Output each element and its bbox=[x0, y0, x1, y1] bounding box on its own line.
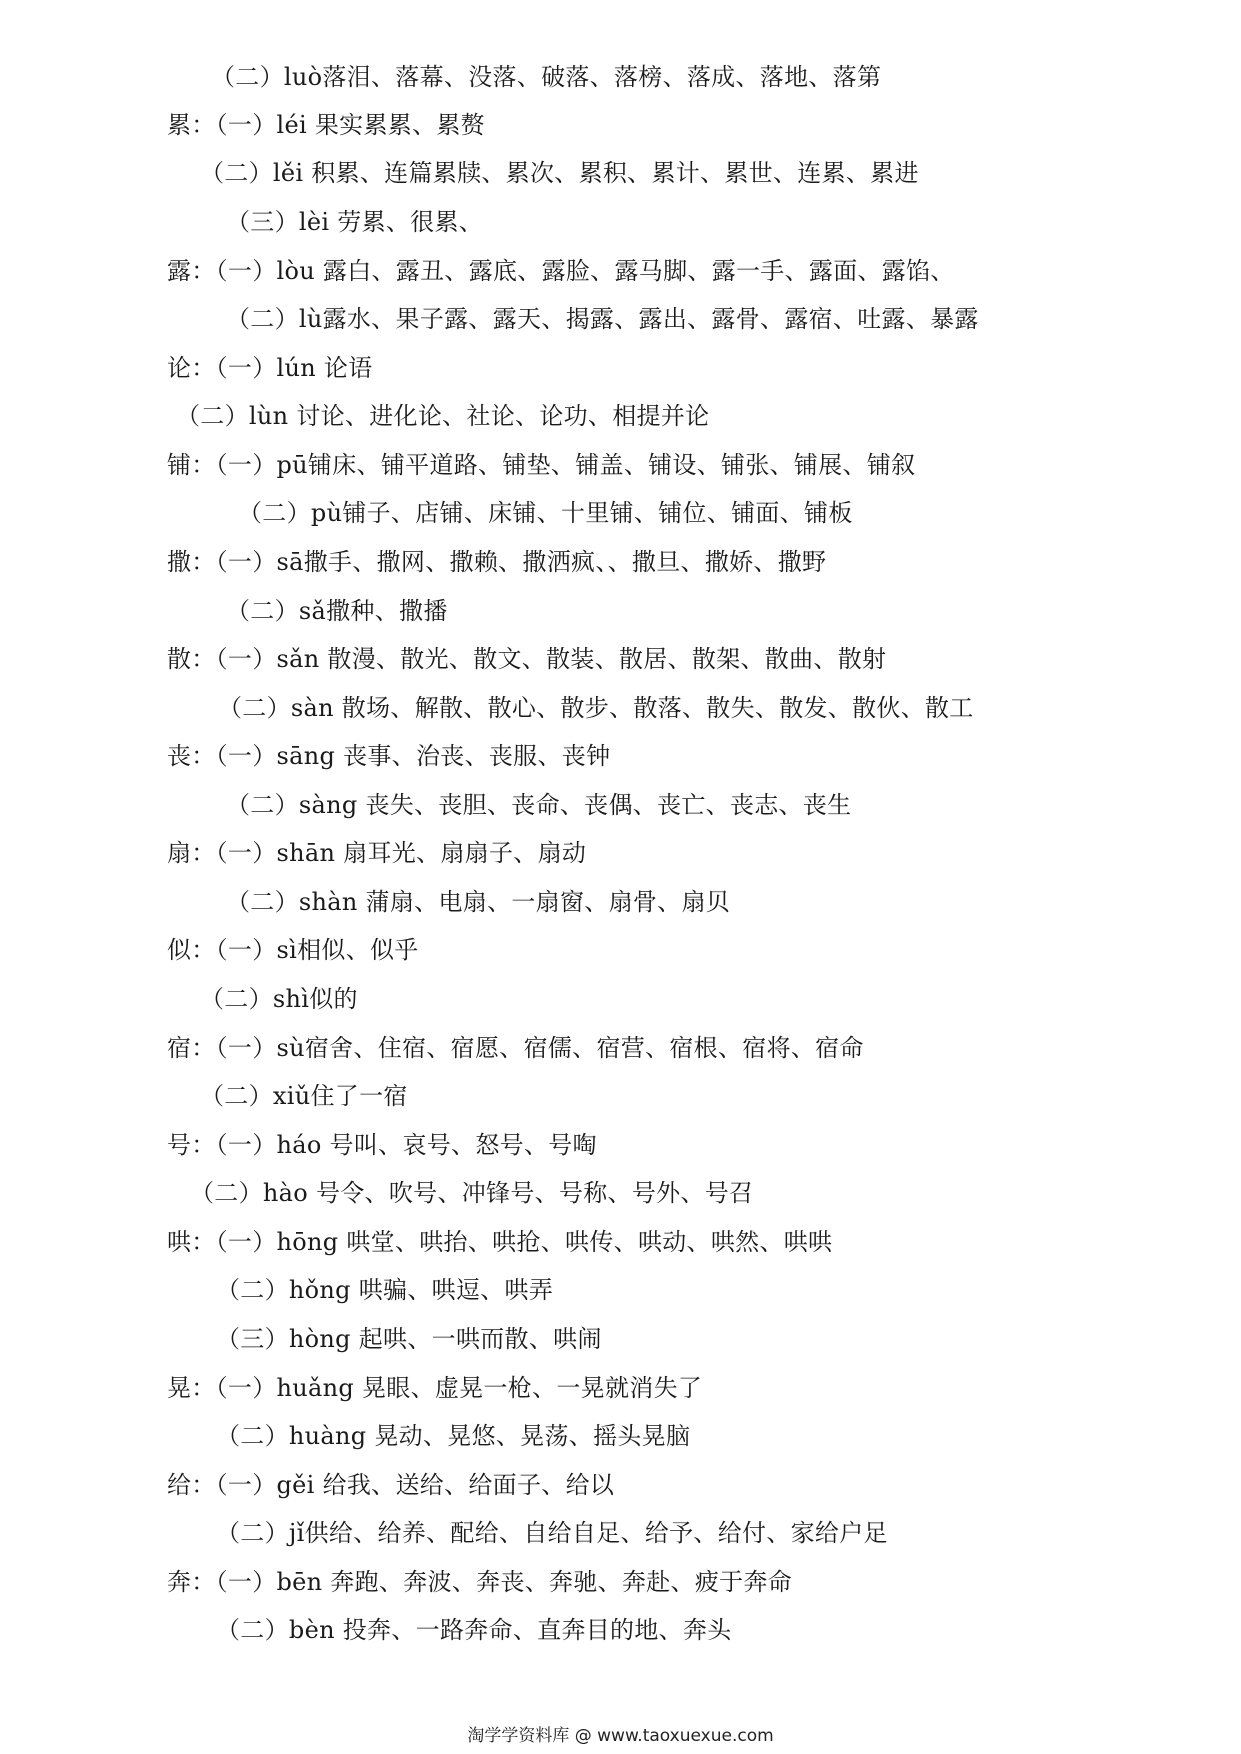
text-line: （三）hòng 起哄、一哄而散、哄闹 bbox=[216, 1325, 602, 1353]
text-line: 奔：（一）bēn 奔跑、奔波、奔丧、奔驰、奔赴、疲于奔命 bbox=[167, 1568, 793, 1596]
text-line: （二）jǐ供给、给养、配给、自给自足、给予、给付、家给户足 bbox=[216, 1519, 888, 1547]
text-line: 丧：（一）sāng 丧事、治丧、丧服、丧钟 bbox=[167, 742, 611, 770]
text-line: 散：（一）sǎn 散漫、散光、散文、散装、散居、散架、散曲、散射 bbox=[167, 645, 887, 673]
text-line: （二）huàng 晃动、晃悠、晃荡、摇头晃脑 bbox=[216, 1422, 691, 1450]
text-line: （二）lěi 积累、连篇累牍、累次、累积、累计、累世、连累、累进 bbox=[200, 159, 919, 187]
text-line: （二）sàn 散场、解散、散心、散步、散落、散失、散发、散伙、散工 bbox=[218, 694, 974, 722]
text-line: 晃：（一）huǎng 晃眼、虚晃一枪、一晃就消失了 bbox=[167, 1374, 703, 1402]
text-line: （二）pù铺子、店铺、床铺、十里铺、铺位、铺面、铺板 bbox=[238, 499, 853, 527]
text-line: （二）hǒng 哄骗、哄逗、哄弄 bbox=[216, 1276, 554, 1304]
text-line: （三）lèi 劳累、很累、 bbox=[226, 208, 484, 236]
text-line: （二）bèn 投奔、一路奔命、直奔目的地、奔头 bbox=[216, 1616, 732, 1644]
text-line: （二）lù露水、果子露、露天、揭露、露出、露骨、露宿、吐露、暴露 bbox=[226, 305, 979, 333]
text-line: （二）xiǔ住了一宿 bbox=[200, 1082, 408, 1110]
text-line: （二）shì似的 bbox=[200, 985, 358, 1013]
text-line: （二）luò落泪、落幕、没落、破落、落榜、落成、落地、落第 bbox=[211, 63, 882, 91]
text-line: （二）sàng 丧失、丧胆、丧命、丧偶、丧亡、丧志、丧生 bbox=[226, 791, 852, 819]
text-line: （二）shàn 蒲扇、电扇、一扇窗、扇骨、扇贝 bbox=[226, 888, 731, 916]
text-line: 号：（一）háo 号叫、哀号、怒号、号啕 bbox=[167, 1131, 597, 1159]
text-line: 论：（一）lún 论语 bbox=[167, 354, 373, 382]
text-line: 累：（一）léi 果实累累、累赘 bbox=[167, 111, 485, 139]
footer-watermark: 淘学学资料库 @ www.taoxuexue.com bbox=[467, 1726, 774, 1746]
text-line: 哄：（一）hōng 哄堂、哄抬、哄抢、哄传、哄动、哄然、哄哄 bbox=[167, 1228, 833, 1256]
text-line: 露：（一）lòu 露白、露丑、露底、露脸、露马脚、露一手、露面、露馅、 bbox=[167, 257, 955, 285]
text-line: （二）hào 号令、吹号、冲锋号、号称、号外、号召 bbox=[190, 1179, 754, 1207]
text-line: 宿：（一）sù宿舍、住宿、宿愿、宿儒、宿营、宿根、宿将、宿命 bbox=[167, 1034, 864, 1062]
text-line: 铺：（一）pū铺床、铺平道路、铺垫、铺盖、铺设、铺张、铺展、铺叙 bbox=[167, 451, 916, 479]
text-line: 撒：（一）sā撒手、撒网、撒赖、撒洒疯、、撒旦、撒娇、撒野 bbox=[167, 548, 827, 576]
text-line: 似：（一）sì相似、似乎 bbox=[167, 936, 419, 964]
text-line: （二）lùn 讨论、进化论、社论、论功、相提并论 bbox=[176, 402, 710, 430]
text-line: （二）sǎ撒种、撒播 bbox=[226, 597, 448, 625]
text-line: 扇：（一）shān 扇耳光、扇扇子、扇动 bbox=[167, 839, 587, 867]
text-line: 给：（一）gěi 给我、送给、给面子、给以 bbox=[167, 1471, 615, 1499]
